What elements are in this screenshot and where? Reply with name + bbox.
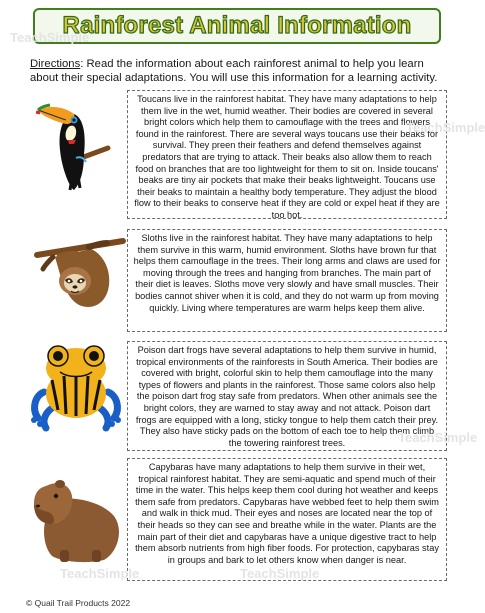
title-banner: [33, 8, 441, 44]
capybara-icon: [30, 470, 125, 565]
sloth-info-panel: Sloths live in the rainforest habitat. They have many adaptations to help them survive in this warm, humid environment. Sloths have brown fur that helps them camouflage in the trees. Their long arms and claws are used for moving through the trees and hanging from branches. The main part of their diet is leaves. Sloths move very slowly and have small muscles. Their bodies cannot shiver when it is cold, and they do not warm up from moving quickly. Living where temperatures are warm helps keep them alive.: [127, 229, 447, 332]
toucan-icon: [30, 92, 122, 192]
sloth-icon: [35, 237, 125, 317]
frog-info-panel: Poison dart frogs have several adaptations to help them survive in humid, tropical environments of the rainforests in South America. Their bodies are covered with bright, colorful skin to help them camouflage into the many types of flowers and plants in the rainforest. Those same colors also help the poison dart frog stay safe from predators. When other animals see the bright colors, they are warned to stay away and not attack. Poison dart frogs are equipped with a long, sticky tongue to help them catch their prey. They also have sticky pads on the bottom of each toe to help them climb the towering rainforest trees.: [127, 341, 447, 451]
watermark: TeachSimple: [406, 120, 485, 135]
page-title: Rainforest Animal Information: [62, 12, 412, 39]
watermark: TeachSimple: [398, 430, 478, 445]
poison-dart-frog-icon: [30, 340, 122, 430]
directions-paragraph: [30, 57, 450, 85]
directions-label: Directions: [30, 58, 81, 70]
watermark: TeachSimple: [240, 566, 320, 581]
watermark: TeachSimple: [10, 30, 90, 45]
toucan-info-panel: Toucans live in the rainforest habitat. They have many adaptations to help them live in the wet, humid weather. Their bodies are covered in several bright colors which help them to camouflage with the trees and flowers found in the rainforest. There are several ways toucans use their beaks for survival. They preen their feathers and defend themselves against predators that are trying to attack. Their beaks also allow them to reach food on branches that are too lightweight for them to sit on. Inside toucans' beaks are tiny air pockets that make their beaks lightweight. Toucans use their beaks to maintain a healthy body temperature. They adjust the blood flow to their beaks to conserve heat if they are cold or expel heat if they are too hot.: [127, 90, 447, 219]
directions-text: : Read the information about each rainforest animal to help you learn about their special adaptations. You will use this information for a learning activity.: [30, 58, 438, 84]
watermark: TeachSimple: [60, 566, 140, 581]
copyright-footer: © Quail Trail Products 2022: [26, 598, 131, 608]
capybara-info-panel: Capybaras have many adaptations to help them survive in their wet, tropical rainforest habitat. They are semi-aquatic and spend much of their time in the water. This helps keep them cool during hot weather and keeps them safe from predators. Capybaras have webbed feet to help them swim and walk in thick mud. Their eyes and noses are located near the top of their heads so they can see and breathe while in the water. Plants are the main part of their diet and capybaras have a unique digestive tract to help them absorb nutrients from high fiber foods. For protection, capybaras stay in groups and bark to let others know when danger is near.: [127, 458, 447, 581]
